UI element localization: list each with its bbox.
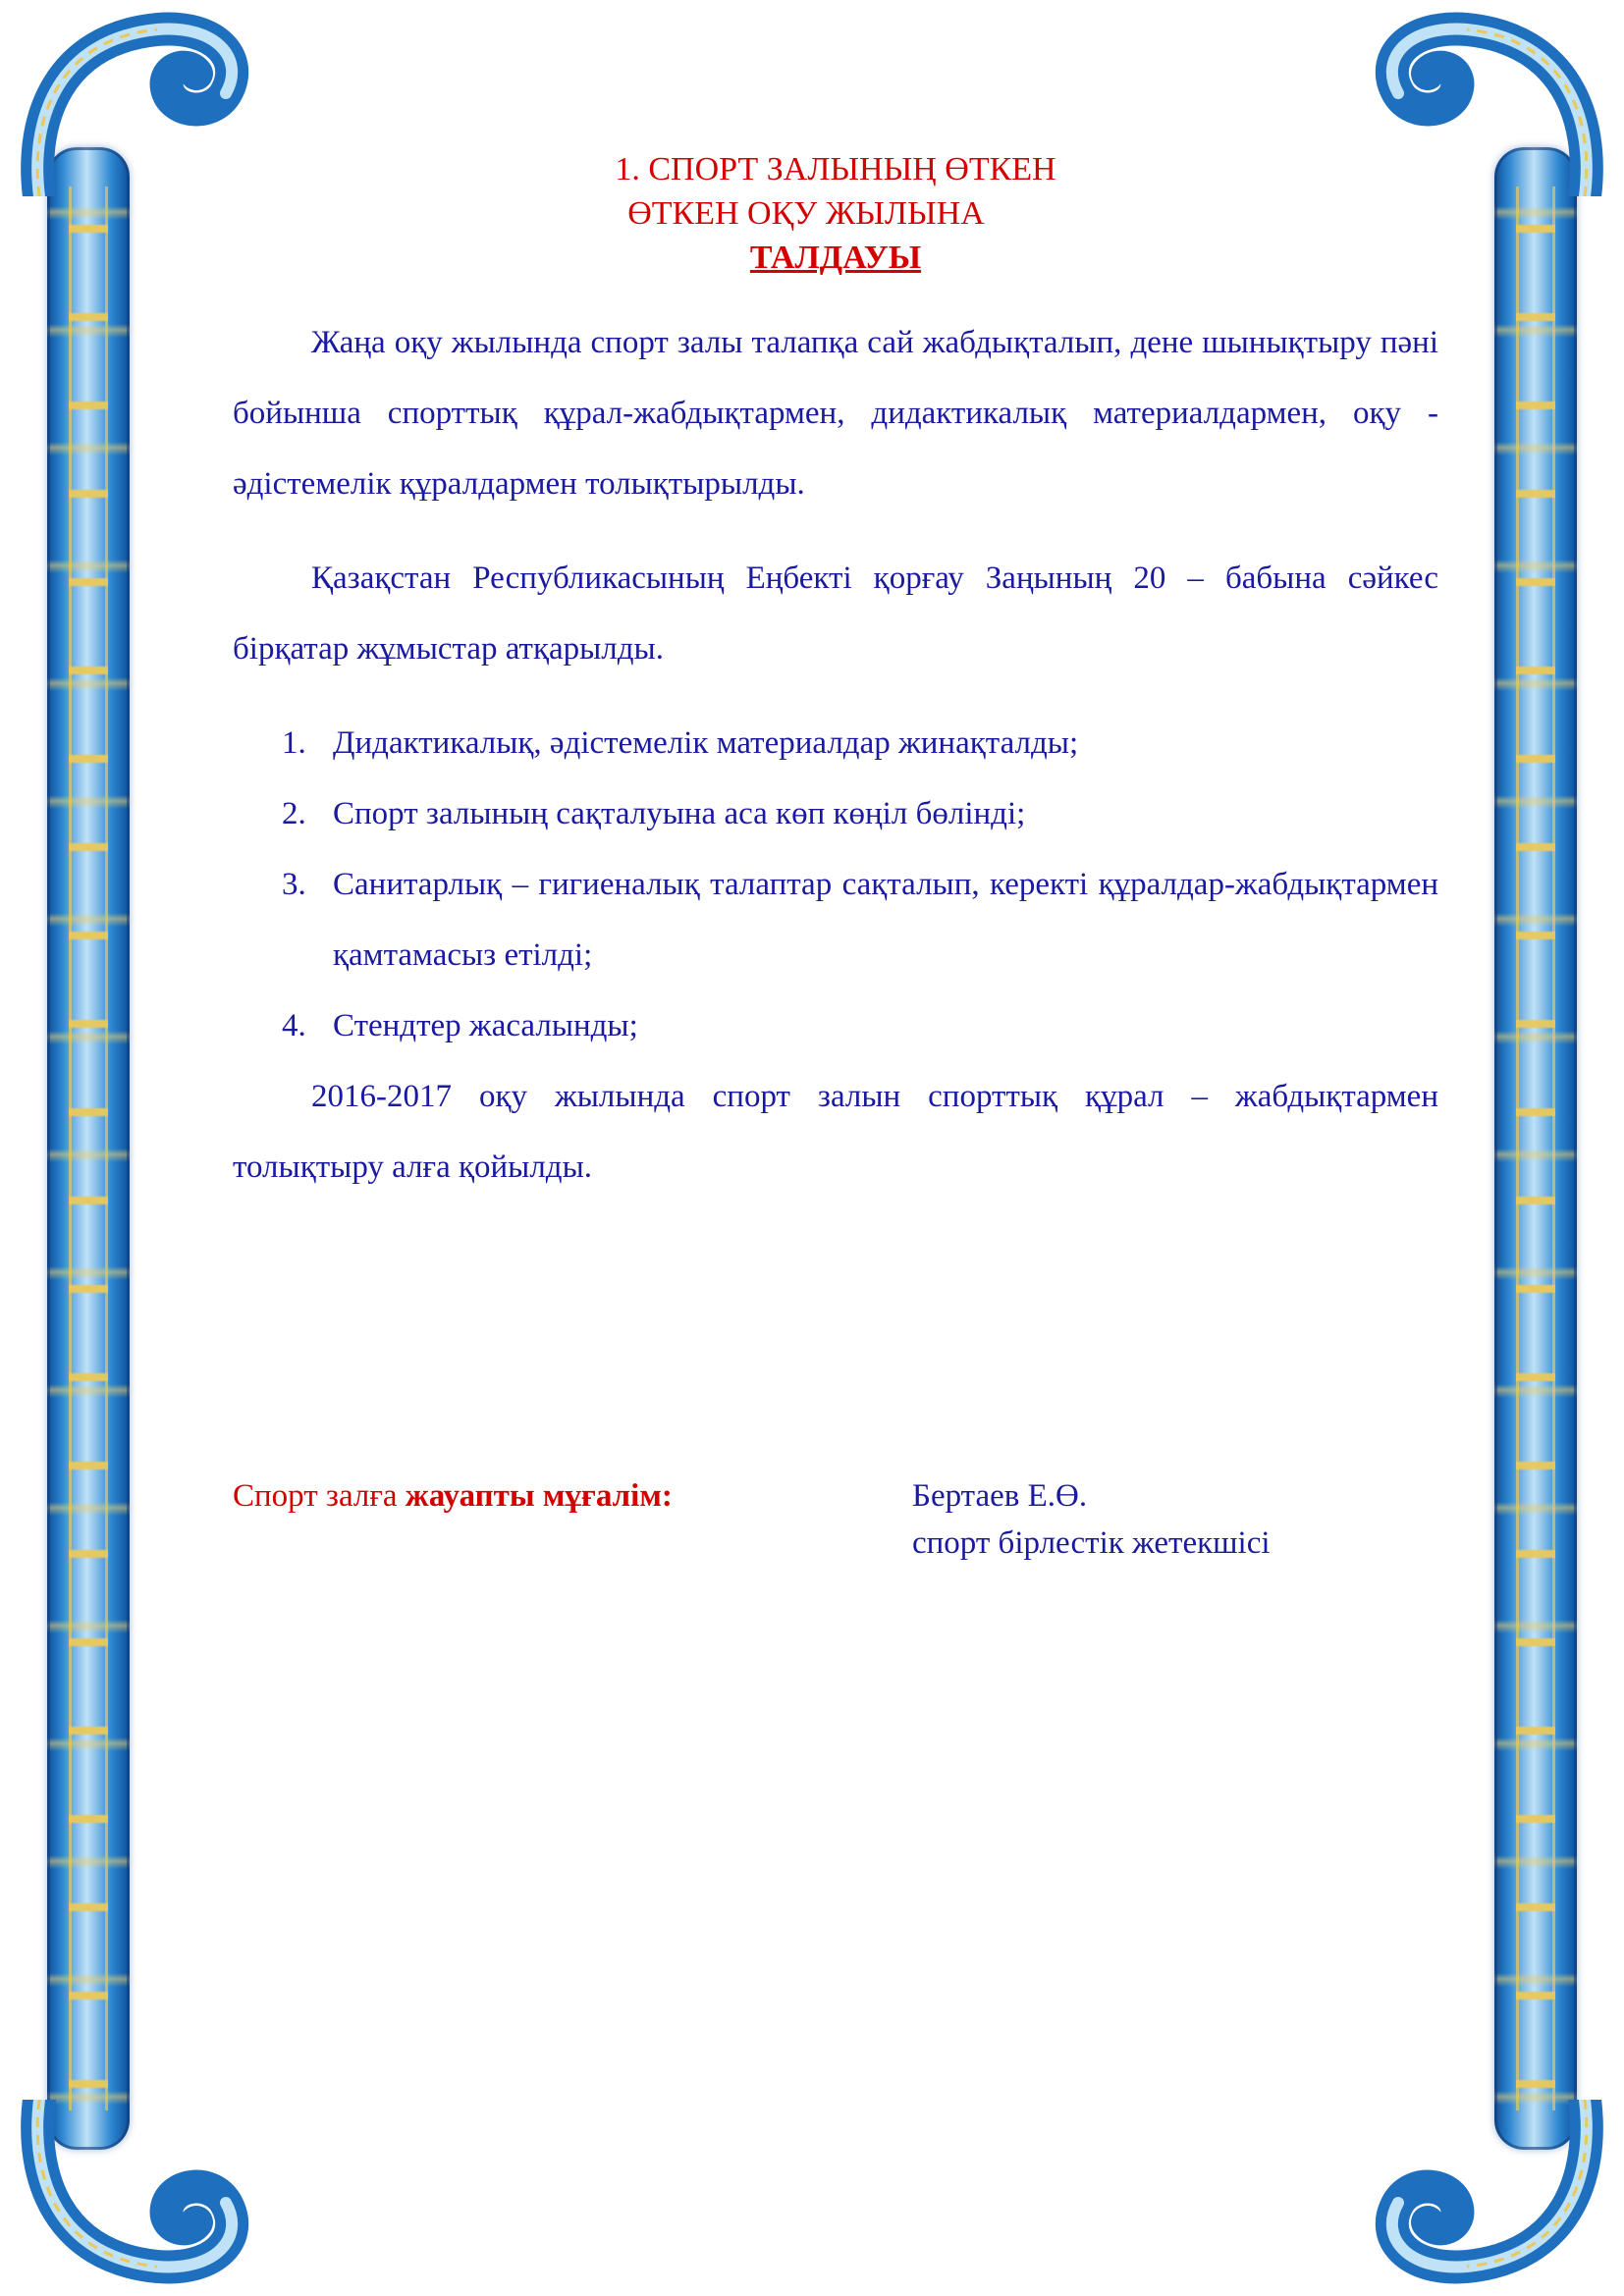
list-item-text: Стендтер жасалынды;: [333, 1008, 638, 1043]
list-item-number: 2.: [282, 796, 306, 831]
ornament-pattern-icon: [1516, 187, 1555, 2110]
signature-block: [233, 1472, 1438, 1590]
frame-left-band: [47, 147, 130, 2150]
ornament-pattern-icon: [69, 187, 108, 2110]
list-item-number: 1.: [282, 725, 306, 761]
scroll-curl-top-left-icon: [0, 0, 255, 196]
paragraph-intro: Жаңа оқу жылында спорт залы талапқа сай жабдықталып, дене шынықтыру пәні бойынша спорттық құрал-жабдықтармен, дидактикалық материалдармен, оқу - әдістемелік құралдармен толықтырылды.: [233, 325, 1438, 502]
list-item-text: Спорт залының сақталуына аса көп көңіл бөлінді;: [333, 796, 1026, 831]
signature-position: спорт бірлестік жетекшісі: [912, 1525, 1271, 1561]
list-item: [282, 778, 1438, 849]
signature-role: [233, 1472, 673, 1520]
scroll-curl-bottom-left-icon: [0, 2100, 255, 2296]
signature-person: [912, 1472, 1271, 1567]
frame-right-band: [1494, 147, 1577, 2150]
signature-name: Бертаев Е.Ө.: [912, 1478, 1088, 1514]
title-line-3: ТАЛДАУЫ: [749, 240, 922, 276]
list-item: [282, 708, 1438, 778]
paragraph-plan: 2016-2017 оқу жылында спорт залын спорттық құрал – жабдықтармен толықтыру алға қойылды.: [233, 1079, 1438, 1185]
task-list: [233, 708, 1438, 1061]
list-item-number: 4.: [282, 1008, 306, 1043]
list-item-text: Санитарлық – гигиеналық талаптар сақталып, керекті құралдар-жабдықтармен қамтамасыз етілді;: [333, 867, 1438, 973]
signature-role-title: жауапты мұғалім:: [405, 1478, 673, 1514]
title-line-2: ӨТКЕН ОҚУ ЖЫЛЫНА: [627, 195, 985, 232]
document-body: [233, 147, 1438, 1202]
list-item-text: Дидактикалық, әдістемелік материалдар жинақталды;: [333, 725, 1079, 761]
list-item: [282, 849, 1438, 990]
signature-role-prefix: Спорт залға: [233, 1478, 406, 1514]
list-item-number: 3.: [282, 867, 306, 902]
list-item: [282, 990, 1438, 1061]
scroll-curl-bottom-right-icon: [1369, 2100, 1624, 2296]
title-line-1: 1. СПОРТ ЗАЛЫНЫҢ ӨТКЕН: [615, 151, 1056, 187]
paragraph-labor-law: Қазақстан Республикасының Еңбекті қорғау Заңының 20 – бабына сәйкес бірқатар жұмыстар атқарылды.: [233, 561, 1438, 667]
